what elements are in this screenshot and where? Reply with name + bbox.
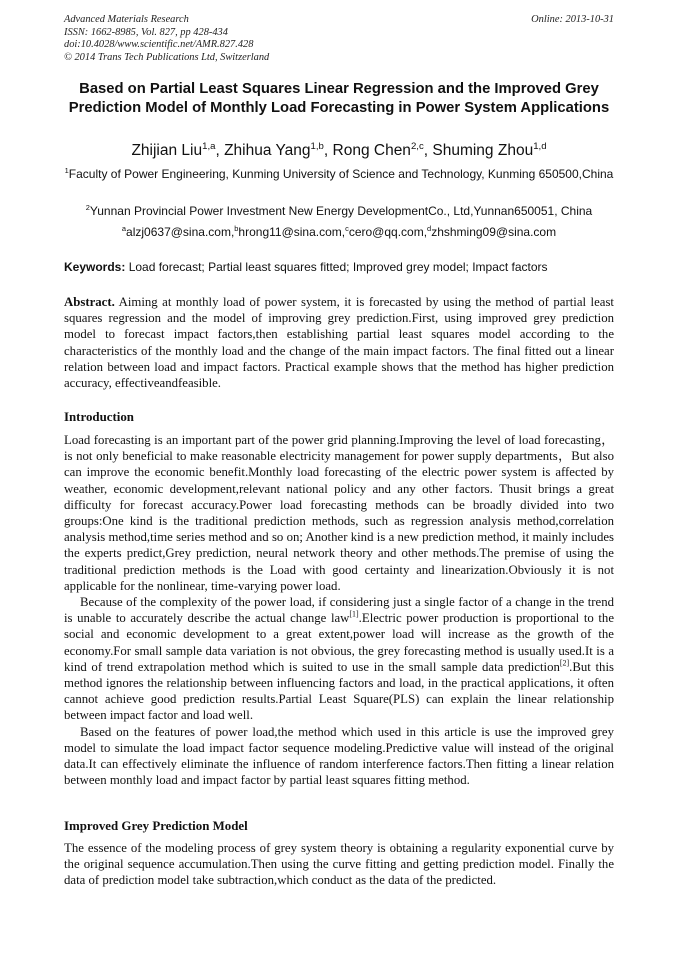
author: Rong Chen$^{2,c}$, bbox=[332, 140, 433, 159]
keywords bbox=[64, 260, 614, 275]
journal-name: Advanced Materials Research bbox=[64, 14, 189, 25]
copyright-line: © 2014 Trans Tech Publications Ltd, Switzerland bbox=[64, 51, 270, 63]
abstract-text: Aiming at monthly load of power system, it is forecasted by using the method of partial least squares regression and the model of improving grey prediction.First, using improved grey prediction model to forecast impact factors,then establishing partial least squares model according to the characteristics of the monthly load and the change of the main impact factors. The final fitted out a linear relation between load and impact factors. Practical example shows that the method has higher prediction accuracy, effectiveandfeasible. bbox=[64, 295, 614, 391]
intro-paragraph-2: Because of the complexity of the power load, if considering just a single factor of a change in the trend is unable to accurately describe the actual change law[1].Electric power production is proportional to the social and economic development to a great extent,power load will increase as the growth of the economy.For small sample data variation is not obvious, the grey forecasting method is usually used.It is a kind of trend extrapolation method which is suited to use in the small sample data prediction[2].But this method ignores the relationship between influencing factors and load, in the practical applications, it often cannot achieve good prediction results.Partial Least Square(PLS) can explain the linear relationship between impact factor and load well. bbox=[64, 595, 614, 723]
introduction-body bbox=[64, 432, 614, 788]
abstract-label: Abstract. bbox=[64, 295, 115, 309]
intro-paragraph-1: Load forecasting is an important part of the power grid planning.Improving the level of load forecasting，is not only beneficial to make reasonable electricity management for power supply departments，But also can improve the economic benefit.Monthly load forecasting of the electric power system is affected by weather, economic development,relevant national policy and any other factors. Thusit brings a great difficulty for forecast accuracy.Power load forecasting methods can be broadly divided into two groups:One kind is the traditional prediction methods, such as regression analysis method,correlation analysis method,time series method and so on; Another kind is a new prediction method, it mainly includes the experts predict,Grey prediction, neural network theory and other methods.The premise of using the traditional prediction methods is the Load with good certainty and linearization.Obviously it is not applicable for the nonlinear, time-varying power load. bbox=[64, 433, 614, 593]
email-list: $^a$alzj0637@sina.com,$^b$hrong11@sina.com,$^c$cero@qq.com,$^d$zhshming09@sina.com bbox=[121, 224, 557, 239]
keywords-text: Load forecast; Partial least squares fitted; Improved grey model; Impact factors bbox=[125, 260, 548, 274]
paper-title: Based on Partial Least Squares Linear Regression and the Improved Grey Prediction Model of Monthly Load Forecasting in Power System Applications bbox=[68, 81, 610, 116]
author: Zhihua Yang$^{1,b}$, bbox=[224, 140, 333, 159]
doi-line: doi:10.4028/www.scientific.net/AMR.827.428 bbox=[64, 39, 254, 50]
author: Zhijian Liu$^{1,a}$, bbox=[131, 140, 225, 159]
journal-header bbox=[64, 14, 614, 64]
intro-paragraph-3: Based on the features of power load,the method which used in this article is use the improved grey model to simulate the load impact factor sequence modeling.Predictive value will instead of the original data.It can effectively eliminate the influence of random interference factors.Then fitting a linear relation between monthly load and impact factor by partial least squares fitting method. bbox=[64, 724, 614, 788]
affiliation-2: $^2$Yunnan Provincial Power Investment New Energy DevelopmentCo., Ltd,Yunnan650051, China bbox=[85, 203, 593, 218]
introduction-heading: Introduction bbox=[64, 410, 134, 424]
online-date: Online: 2013-10-31 bbox=[531, 14, 614, 25]
issn-line: ISSN: 1662-8985, Vol. 827, pp 428-434 bbox=[64, 26, 228, 38]
grey-paragraph-1: The essence of the modeling process of grey system theory is obtaining a regularity exponential curve by the original sequence accumulation.Then using the curve fitting and getting prediction model. Finally the data of prediction model take subtraction,which conduct as the data of the predicted. bbox=[64, 841, 614, 888]
citation-2: [2] bbox=[559, 658, 570, 668]
abstract bbox=[64, 294, 614, 391]
author: Shuming Zhou$^{1,d}$ bbox=[432, 140, 547, 159]
grey-model-body bbox=[64, 840, 614, 889]
author-list bbox=[64, 141, 614, 161]
keywords-label: Keywords: bbox=[64, 260, 126, 274]
affiliation-1: $^1$Faculty of Power Engineering, Kunming University of Science and Technology, Kunming 650500,China bbox=[64, 166, 614, 181]
grey-model-heading: Improved Grey Prediction Model bbox=[64, 819, 248, 833]
citation-1: [1] bbox=[349, 609, 359, 619]
